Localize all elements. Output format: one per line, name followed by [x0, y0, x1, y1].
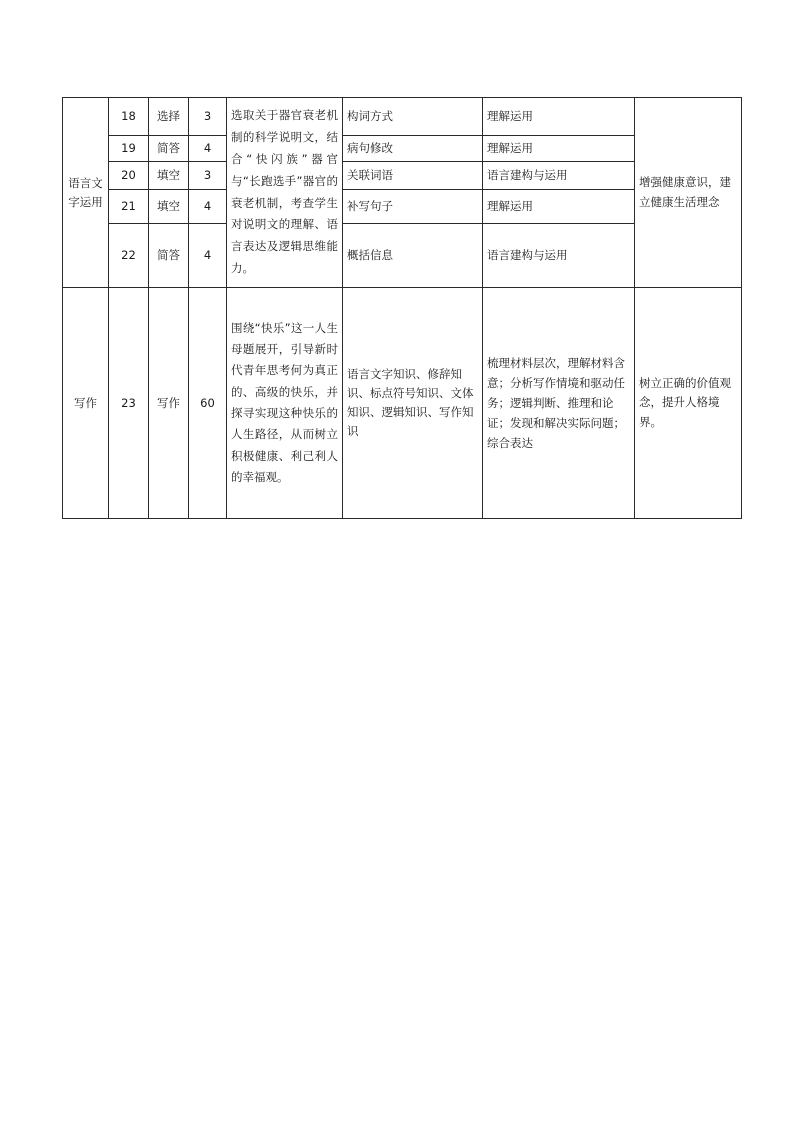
ability-requirement: 语言建构与运用 — [483, 224, 635, 288]
question-type: 填空 — [149, 162, 189, 190]
question-number: 18 — [109, 98, 149, 136]
ability-requirement: 理解运用 — [483, 190, 635, 224]
question-score: 4 — [189, 224, 227, 288]
knowledge-point: 补写句子 — [343, 190, 483, 224]
question-score: 3 — [189, 162, 227, 190]
question-score: 60 — [189, 288, 227, 519]
writing-literacy: 树立正确的价值观念，提升人格境界。 — [635, 288, 742, 519]
ability-requirement: 理解运用 — [483, 98, 635, 136]
language-description: 选取关于器官衰老机制的科学说明文，结合“快闪族”器官与“长跑选手”器官的衰老机制，考查学生对说明文的理解、语言表达及逻辑思维能力。 — [227, 98, 343, 288]
table-row — [63, 98, 742, 136]
section-label-language: 语言文字运用 — [63, 98, 109, 288]
language-literacy: 增强健康意识，建立健康生活理念 — [635, 98, 742, 288]
ability-requirement: 理解运用 — [483, 136, 635, 162]
question-type: 简答 — [149, 224, 189, 288]
writing-ability: 梳理材料层次，理解材料含意；分析写作情境和驱动任务；逻辑判断、推理和论证；发现和解决实际问题；综合表达 — [483, 288, 635, 519]
question-number: 19 — [109, 136, 149, 162]
question-type: 选择 — [149, 98, 189, 136]
question-number: 23 — [109, 288, 149, 519]
writing-knowledge: 语言文字知识、修辞知识、标点符号知识、文体知识、逻辑知识、写作知识 — [343, 288, 483, 519]
exam-spec-table — [62, 97, 742, 519]
question-score: 4 — [189, 136, 227, 162]
knowledge-point: 病句修改 — [343, 136, 483, 162]
question-type: 简答 — [149, 136, 189, 162]
ability-requirement: 语言建构与运用 — [483, 162, 635, 190]
question-score: 3 — [189, 98, 227, 136]
writing-description: 围绕“快乐”这一人生母题展开，引导新时代青年思考何为真正的、高级的快乐，并探寻实现这种快乐的人生路径，从而树立积极健康、利己利人的幸福观。 — [227, 288, 343, 519]
knowledge-point: 构词方式 — [343, 98, 483, 136]
question-number: 21 — [109, 190, 149, 224]
question-type: 填空 — [149, 190, 189, 224]
knowledge-point: 关联词语 — [343, 162, 483, 190]
question-number: 20 — [109, 162, 149, 190]
knowledge-point: 概括信息 — [343, 224, 483, 288]
question-score: 4 — [189, 190, 227, 224]
table-row — [63, 288, 742, 519]
question-type: 写作 — [149, 288, 189, 519]
section-label-writing: 写作 — [63, 288, 109, 519]
question-number: 22 — [109, 224, 149, 288]
